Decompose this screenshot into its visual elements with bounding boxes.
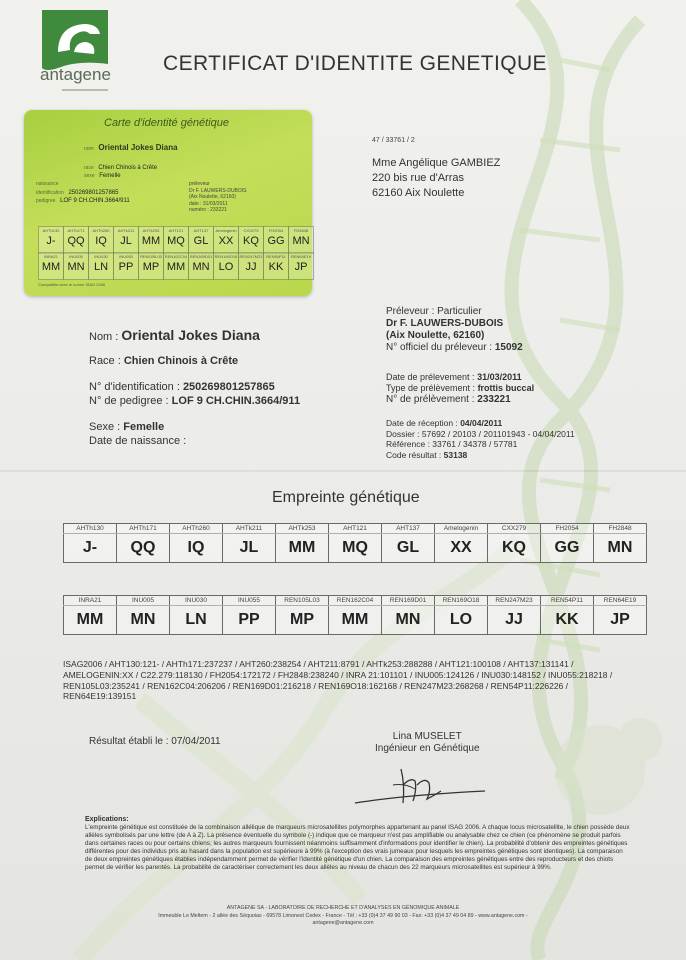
- prelevement-type-label: Type de prélèvement :: [386, 383, 478, 393]
- card-marker-value: J-: [46, 235, 56, 247]
- card-pedigree-label: pedigree: [36, 198, 56, 204]
- animal-pedigree-row: [89, 394, 300, 408]
- genetic-table-1: [63, 523, 647, 563]
- animal-ident-row: [89, 380, 300, 394]
- card-marker-value: MP: [142, 261, 160, 273]
- card-marker-cell: [113, 252, 139, 280]
- marker-label: AHTh260: [170, 524, 223, 534]
- card-prelev-city: (Aix Noulette, 62160): [189, 194, 236, 200]
- marker-value: MM: [276, 534, 329, 563]
- footer-line1: ANTAGENE SA - LABORATOIRE DE RECHERCHE ET D'ANALYSES EN GÉNOMIQUE ANIMALE: [226, 905, 460, 911]
- preleveur-name: Dr F. LAUWERS-DUBOIS: [386, 318, 504, 329]
- marker-value: XX: [435, 534, 488, 563]
- marker-label: FH2054: [541, 524, 594, 534]
- card-preleveur-block: [189, 181, 247, 214]
- reception-date: 04/04/2011: [460, 418, 503, 428]
- marker-label: AHT121: [329, 524, 382, 534]
- reception-date-label: Date de réception :: [386, 418, 461, 428]
- footer-line3: antagene@antagene.com: [312, 920, 374, 926]
- marker-value: LN: [170, 606, 223, 635]
- marker-label: REN162C04: [329, 596, 382, 606]
- marker-label: AHTk253: [276, 524, 329, 534]
- card-marker-cell: [113, 226, 139, 254]
- card-marker-value: LN: [93, 261, 109, 273]
- card-marker-cell: [88, 226, 114, 254]
- prelevement-num-label: N° de prélèvement :: [386, 394, 478, 405]
- card-marker-label: AHT121: [168, 228, 184, 233]
- animal-ident-label: N° d'identification :: [89, 381, 183, 393]
- card-marker-value: JP: [294, 261, 308, 273]
- card-marker-label: REN64E19: [290, 254, 311, 259]
- card-ident-label: identification: [36, 190, 64, 196]
- card-marker-value: MM: [141, 235, 161, 247]
- owner-address-line1: 220 bis rue d'Arras: [372, 172, 464, 184]
- card-marker-label: REN169O18: [214, 254, 238, 259]
- card-title: Carte d'identité génétique: [104, 117, 230, 129]
- reception-reference: Référence : 33761 / 34378 / 57781: [386, 439, 518, 449]
- preleveur-official-label: N° officiel du préleveur :: [386, 342, 495, 353]
- owner-name: Mme Angélique GAMBIEZ: [372, 157, 501, 169]
- marker-value: J-: [64, 534, 117, 563]
- paper-fold: [0, 470, 686, 472]
- card-marker-cell: [188, 226, 214, 254]
- card-marker-label: REN162C04: [164, 254, 188, 259]
- card-footer: Compatible avec le norme ISAG 2006: [38, 282, 106, 287]
- card-marker-cell: [163, 252, 189, 280]
- preleveur-official-row: [386, 342, 523, 354]
- card-marker-cell: [163, 226, 189, 254]
- card-marker-label: AHT137: [193, 228, 209, 233]
- marker-value: KK: [541, 606, 594, 635]
- card-marker-cell: [263, 226, 289, 254]
- marker-label: INU055: [223, 596, 276, 606]
- prelevement-date-row: [386, 372, 534, 383]
- card-marker-label: AHTk211: [117, 228, 135, 233]
- marker-value: QQ: [117, 534, 170, 563]
- marker-label: AHTh130: [64, 524, 117, 534]
- marker-value: PP: [223, 606, 276, 635]
- signer-block: [375, 731, 480, 755]
- card-marker-cell: [63, 252, 89, 280]
- marker-label: REN105L03: [276, 596, 329, 606]
- animal-name-row: [89, 328, 300, 344]
- reception-date-row: [386, 418, 575, 429]
- card-marker-value: QQ: [67, 235, 85, 247]
- lab-footer: [0, 905, 686, 928]
- owner-address-line2: 62160 Aix Noulette: [372, 187, 465, 199]
- card-naissance-label: naissance: [36, 181, 59, 187]
- reception-code-row: [386, 450, 575, 461]
- card-marker-label: REN247M23: [239, 254, 263, 259]
- prelevement-type-row: [386, 383, 534, 394]
- marker-value: MQ: [329, 534, 382, 563]
- marker-value: JL: [223, 534, 276, 563]
- card-sexe-row: [84, 173, 121, 179]
- genetic-table-2-labels: [64, 596, 647, 606]
- card-marker-value: GL: [193, 235, 209, 247]
- card-marker-cell: [288, 252, 314, 280]
- explications-label: Explications:: [85, 816, 129, 823]
- card-marker-value: MN: [67, 261, 85, 273]
- explications: [85, 816, 630, 872]
- marker-label: AHTk211: [223, 524, 276, 534]
- card-marker-cell: [38, 252, 64, 280]
- animal-race-label: Race :: [89, 355, 124, 367]
- card-race: Chien Chinois à Crête: [98, 165, 158, 171]
- document-title: CERTIFICAT D'IDENTITE GENETIQUE: [163, 52, 547, 75]
- card-marker-row-2: [38, 252, 313, 280]
- card-marker-value: KQ: [243, 235, 259, 247]
- card-name-row: [84, 143, 178, 152]
- reception-code-label: Code résultat :: [386, 449, 444, 460]
- card-marker-cell: [138, 226, 164, 254]
- genetic-table-1-labels: [64, 524, 647, 534]
- card-marker-value: MQ: [167, 235, 185, 247]
- marker-label: AHT137: [382, 524, 435, 534]
- footer-line2: Immeuble Le Meltem - 2 allée des Séquoias - 69578 Limonest Cedex - France - Tél : +33 (0)4 37 49 90 03 - Fax: +33 (0)4 37 49 04 89 - www.antagene.com -: [158, 912, 528, 919]
- prelevement-type: frottis buccal: [477, 383, 535, 393]
- card-marker-label: INRA21: [43, 254, 58, 259]
- animal-race: Chien Chinois à Crête: [123, 355, 239, 367]
- card-marker-label: AHTh260: [92, 228, 110, 233]
- card-numero-row: numéro : 233221: [189, 207, 227, 213]
- preleveur-block: [386, 306, 523, 354]
- card-ident: 250269801257865: [68, 190, 119, 196]
- marker-label: INU030: [170, 596, 223, 606]
- marker-value: GG: [541, 534, 594, 563]
- reference-code: 47 / 33761 / 2: [372, 137, 415, 144]
- animal-sexe: Femelle: [123, 421, 165, 433]
- handwritten-signature: [345, 755, 495, 815]
- card-marker-cell: [213, 226, 239, 254]
- card-marker-label: CXX279: [243, 228, 259, 233]
- card-marker-label: Amelogenin: [215, 228, 237, 233]
- marker-value: JP: [594, 606, 647, 635]
- card-marker-label: REN105L03: [140, 254, 162, 259]
- card-name: Oriental Jokes Diana: [98, 143, 178, 152]
- marker-label: Amelogenin: [435, 524, 488, 534]
- marker-value: LO: [435, 606, 488, 635]
- id-card: [24, 110, 312, 296]
- signer-name: Lina MUSELET: [392, 731, 462, 742]
- reception-block: [386, 418, 575, 460]
- card-marker-value: JJ: [245, 261, 257, 273]
- owner-address: [372, 156, 500, 201]
- marker-value: MM: [64, 606, 117, 635]
- isag-alleles-text: ISAG2006 / AHT130:121- / AHTh171:237237 / AHT260:238254 / AHT211:8791 / AHTk253:288288 / AHT121:100108 / AHT137:131141 / AMELOGENIN:XX / C22.279:118130 / FH2054:172172 / FH2848:238240 / INRA 21:101101 / INU005:124126 / INU030:148152 / INU055:218218 / REN105L03:235241 / REN162C04:206206 / REN169D01:216218 / REN169O18:162168 / REN247M23:268268 / REN54P11:226226 / REN64E19:139151: [63, 659, 613, 702]
- preleveur-official: 15092: [494, 342, 523, 353]
- card-marker-cell: [88, 252, 114, 280]
- marker-value: MN: [594, 534, 647, 563]
- card-marker-cell: [63, 226, 89, 254]
- animal-sexe-label: Sexe :: [89, 421, 124, 433]
- prelevement-num: 233221: [477, 394, 511, 405]
- card-marker-row-1: [38, 226, 313, 254]
- card-sexe-label: sexe: [84, 173, 95, 179]
- card-name-label: nom: [84, 146, 94, 152]
- marker-label: REN169D01: [382, 596, 435, 606]
- marker-label: CXX279: [488, 524, 541, 534]
- animal-race-row: [89, 354, 300, 368]
- card-marker-cell: [38, 226, 64, 254]
- marker-label: REN54P11: [541, 596, 594, 606]
- card-date: 31/03/2011: [202, 200, 228, 207]
- card-marker-label: REN169D01: [189, 254, 213, 259]
- card-prelev: Dr F. LAUWERS-DUBOIS: [189, 187, 247, 194]
- empreinte-title: Empreinte génétique: [272, 489, 420, 506]
- animal-pedigree-label: N° de pedigree :: [89, 395, 172, 407]
- marker-value: KQ: [488, 534, 541, 563]
- card-numero: 233221: [210, 207, 227, 213]
- card-marker-cell: [213, 252, 239, 280]
- card-date-label: date: [189, 200, 199, 207]
- marker-value: MN: [382, 606, 435, 635]
- explications-text: L'empreinte génétique est constituée de la combinaison allélique de marqueurs microsatellites polymorphes appartenant au panel ISAG 2006. A chaque locus microsatellite, le chien possède deux allèles symbolisés par une lettre (de A à Z). La présence éventuelle du symbole (-) indique que ce marqueur n'est pas amplifiable ou analysable chez ce chien (ce phénomène se produit parfois dans certaines races ou pour certains chiens; les autres marqueurs fournissent néanmoins suffisamment d'informations pour identifier le chien). La probabilité d'obtenir des empreintes génétiques différentes pour des individus pris au hasard dans la population est supérieure à 99% (à l'exception des vrais jumeaux pour lesquels les empreintes génétiques sont identiques). La comparaison de deux empreintes génétiques établies indépendamment permet de vérifier l'identité génétique d'un chien. La comparaison des empreintes génétiques entre des reproducteurs et des chiots permet de vérifier les parentés. La probabilité de caractériser correctement les deux allèles au niveau de chacun des 22 marqueurs microsatellites est supérieur à 99%.: [85, 824, 630, 871]
- card-marker-label: INU055: [119, 254, 133, 259]
- card-sexe: Femelle: [99, 173, 121, 179]
- genetic-table-2-values: [64, 606, 647, 635]
- preleveur-city: (Aix Noulette, 62160): [386, 330, 485, 341]
- card-naissance-row: [36, 181, 62, 187]
- marker-label: INU005: [117, 596, 170, 606]
- marker-label: REN169O18: [435, 596, 488, 606]
- card-marker-label: REN54P11: [266, 254, 286, 259]
- card-marker-value: LO: [218, 261, 234, 273]
- marker-value: MM: [329, 606, 382, 635]
- marker-value: IQ: [170, 534, 223, 563]
- genetic-table-2: [63, 595, 647, 635]
- card-marker-cell: [263, 252, 289, 280]
- card-marker-label: INU030: [94, 254, 108, 259]
- marker-label: FH2848: [594, 524, 647, 534]
- card-marker-value: XX: [218, 235, 234, 247]
- card-marker-value: MN: [192, 261, 210, 273]
- genetic-table-1-values: [64, 534, 647, 563]
- animal-info: [89, 328, 300, 448]
- marker-value: GL: [382, 534, 435, 563]
- brand-name: antagene: [40, 65, 111, 84]
- reception-code: 53138: [443, 449, 468, 460]
- reception-dossier: Dossier : 57692 / 20103 / 201101943 - 04/04/2011: [386, 428, 575, 439]
- card-date-row: date : 31/03/2011: [189, 200, 228, 207]
- prelevement-date-label: Date de prélevement :: [386, 372, 478, 382]
- marker-label: AHTh171: [117, 524, 170, 534]
- card-marker-label: FH2848: [293, 228, 309, 233]
- prelevement-block: [386, 372, 534, 405]
- card-marker-label: AHTk253: [142, 228, 160, 233]
- prelevement-date: 31/03/2011: [477, 372, 522, 382]
- card-marker-label: INU005: [69, 254, 83, 259]
- card-marker-cell: [238, 226, 264, 254]
- card-pedigree-row: [36, 198, 130, 204]
- preleveur-type: Préleveur : Particulier: [386, 306, 482, 317]
- marker-label: REN64E19: [594, 596, 647, 606]
- card-marker-label: FH2054: [268, 228, 284, 233]
- card-marker-value: KK: [268, 261, 284, 273]
- result-date: Résultat établi le : 07/04/2011: [89, 736, 221, 747]
- marker-value: JJ: [488, 606, 541, 635]
- card-marker-value: JL: [120, 235, 132, 247]
- card-marker-cell: [238, 252, 264, 280]
- animal-pedigree: LOF 9 CH.CHIN.3664/911: [171, 395, 301, 407]
- card-marker-value: MM: [166, 261, 186, 273]
- prelevement-num-row: [386, 394, 534, 405]
- marker-label: INRA21: [64, 596, 117, 606]
- card-ident-row: [36, 190, 119, 196]
- card-marker-label: AHTh171: [67, 228, 85, 233]
- card-race-row: [84, 165, 157, 171]
- animal-ident: 250269801257865: [182, 381, 275, 393]
- card-marker-value: MM: [41, 261, 61, 273]
- signer-role: Ingénieur en Génétique: [375, 743, 480, 754]
- card-marker-value: GG: [267, 235, 285, 247]
- card-numero-label: numéro: [189, 207, 206, 213]
- card-marker-value: MN: [292, 235, 310, 247]
- animal-name-label: Nom :: [89, 331, 122, 343]
- card-marker-value: PP: [118, 261, 134, 273]
- card-prelev-label: préleveur: [189, 181, 210, 187]
- card-pedigree: LOF 9 CH.CHIN.3664/911: [60, 198, 130, 204]
- marker-value: MN: [117, 606, 170, 635]
- marker-value: MP: [276, 606, 329, 635]
- card-marker-value: IQ: [95, 235, 107, 247]
- marker-label: REN247M23: [488, 596, 541, 606]
- card-marker-cell: [288, 226, 314, 254]
- animal-sexe-row: [89, 420, 300, 434]
- card-marker-label: AHTh130: [42, 228, 60, 233]
- card-marker-cell: [188, 252, 214, 280]
- animal-naissance-label: Date de naissance :: [89, 435, 187, 447]
- card-race-label: race: [84, 165, 94, 171]
- animal-name: Oriental Jokes Diana: [121, 327, 260, 343]
- card-marker-cell: [138, 252, 164, 280]
